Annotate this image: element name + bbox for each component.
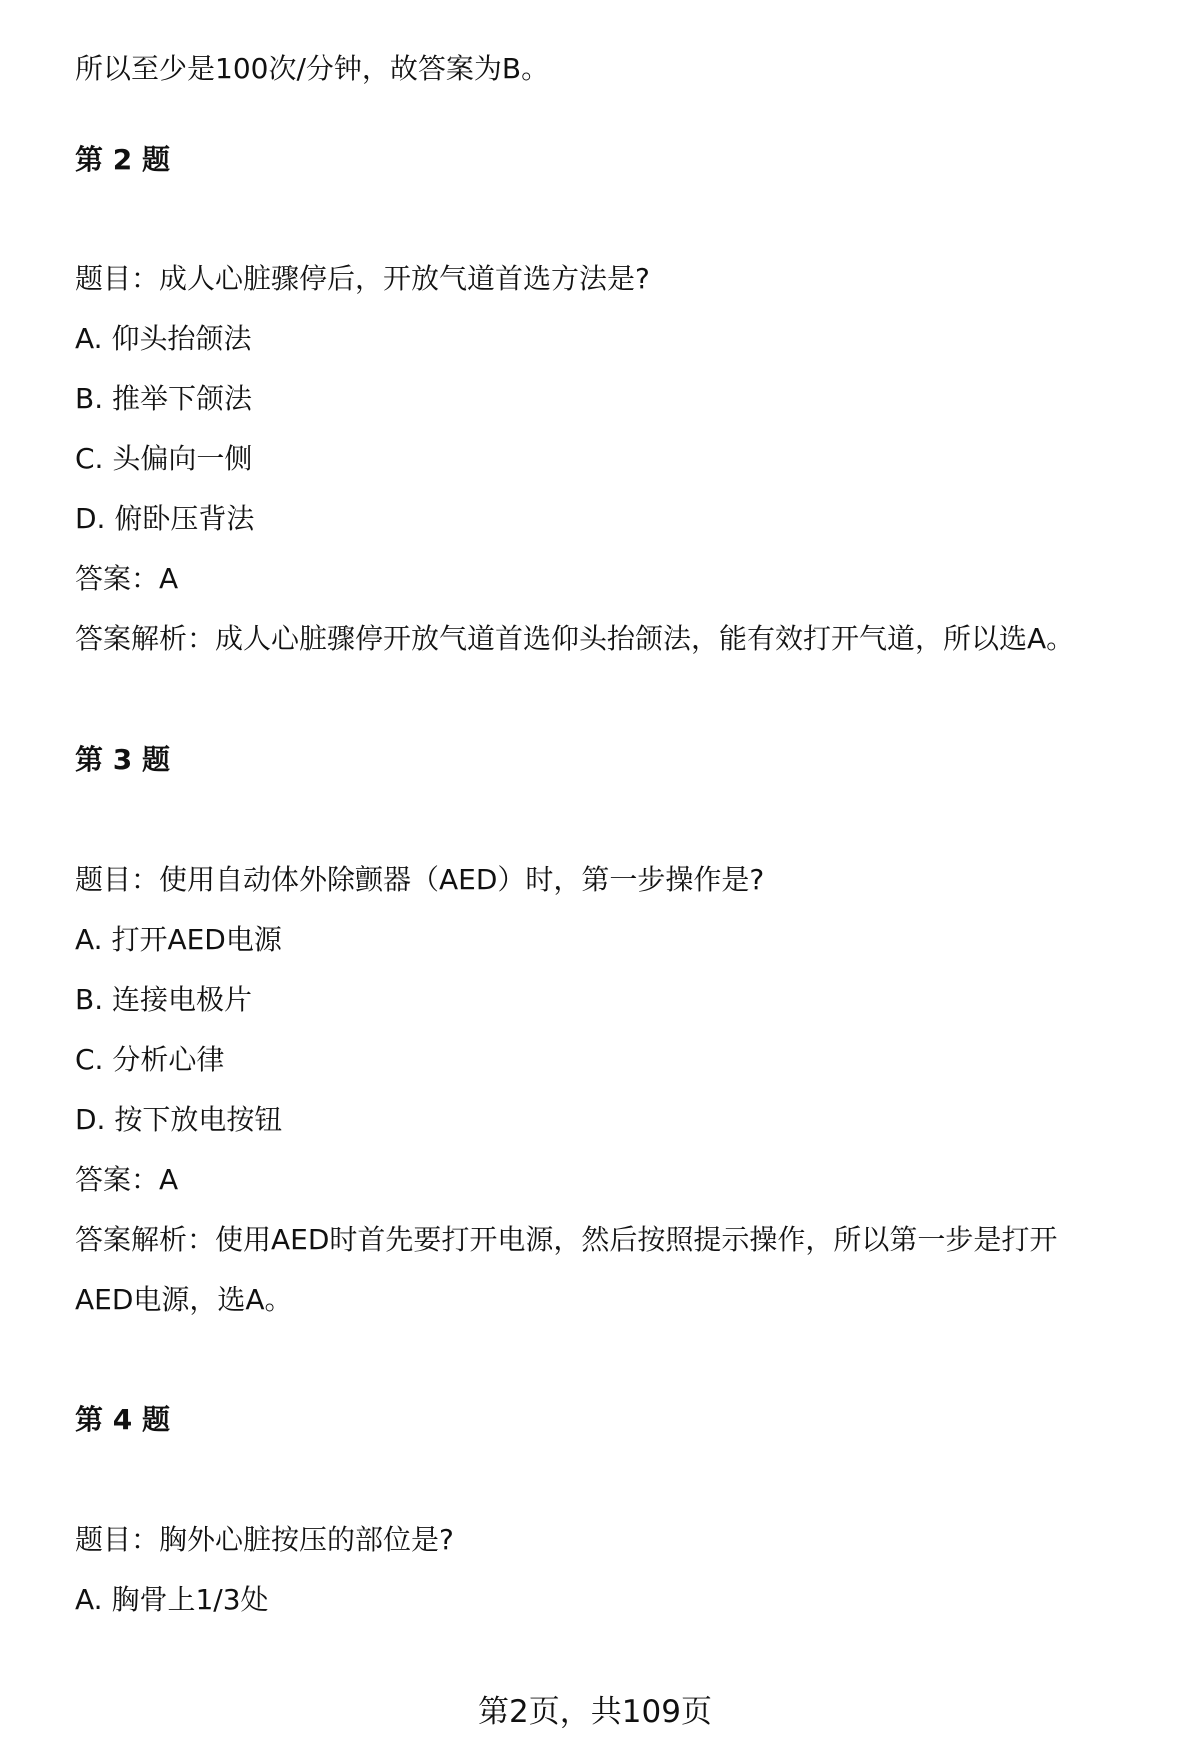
question-3-analysis-line-2: AED电源，选A。	[75, 1283, 293, 1316]
question-3-analysis-line-1: 答案解析：使用AED时首先要打开电源，然后按照提示操作，所以第一步是打开	[75, 1223, 1058, 1256]
question-3-option-d: D. 按下放电按钮	[75, 1103, 283, 1136]
question-3-option-a: A. 打开AED电源	[75, 923, 282, 956]
question-2-answer: 答案：A	[75, 562, 179, 595]
question-2-stem: 题目：成人心脏骤停后，开放气道首选方法是?	[75, 262, 650, 295]
question-2-option-b: B. 推举下颌法	[75, 382, 253, 415]
question-3-stem: 题目：使用自动体外除颤器（AED）时，第一步操作是?	[75, 863, 765, 896]
question-2-analysis: 答案解析：成人心脏骤停开放气道首选仰头抬颌法，能有效打开气道，所以选A。	[75, 622, 1075, 655]
question-2-option-c: C. 头偏向一侧	[75, 442, 253, 475]
question-3-answer: 答案：A	[75, 1163, 179, 1196]
page-number-footer: 第2页，共109页	[478, 1694, 712, 1730]
question-2-option-d: D. 俯卧压背法	[75, 502, 255, 535]
question-3-option-b: B. 连接电极片	[75, 983, 253, 1016]
previous-answer-tail: 所以至少是100次/分钟，故答案为B。	[75, 52, 550, 85]
question-3-option-c: C. 分析心律	[75, 1043, 225, 1076]
question-3-heading: 第 3 题	[75, 743, 170, 776]
question-4-stem: 题目：胸外心脏按压的部位是?	[75, 1523, 454, 1556]
question-2-heading: 第 2 题	[75, 143, 170, 176]
question-2-option-a: A. 仰头抬颌法	[75, 322, 252, 355]
question-4-heading: 第 4 题	[75, 1403, 170, 1436]
question-4-option-a: A. 胸骨上1/3处	[75, 1583, 269, 1616]
